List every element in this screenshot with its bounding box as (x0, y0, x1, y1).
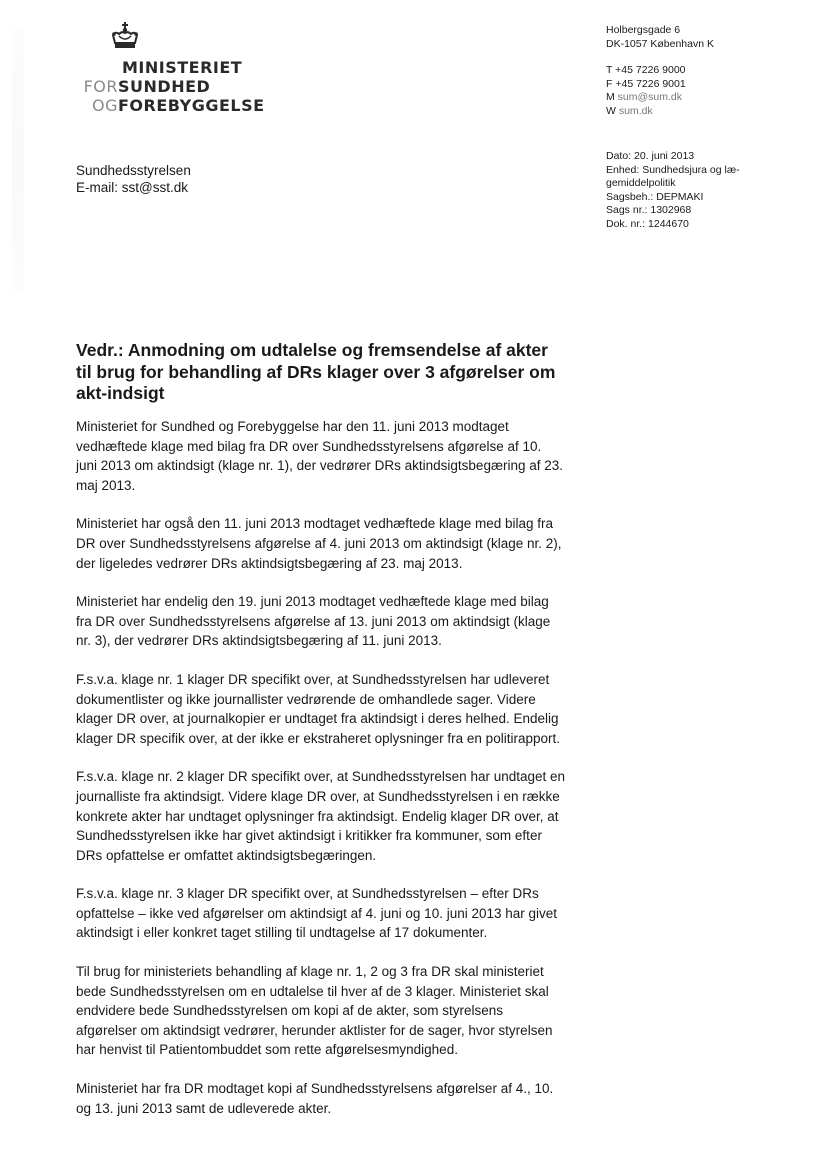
paragraph: Ministeriet har fra DR modtaget kopi af Sundhedsstyrelsens afgørelser af 4., 10. og 13. juni 2013 samt de udleverede akter. (76, 1081, 554, 1116)
letter-subject: Vedr.: Anmodning om udtalelse og fremsendelse af akter til brug for behandling af DRs klager over 3 afgørelser om akt-indsigt (76, 340, 556, 403)
paragraph: Ministeriet har også den 11. juni 2013 modtaget vedhæftede klage med bilag fra DR over Sundhedsstyrelsens afgørelse af 4. juni 2013 om aktindsigt (klage nr. 2), der ligeledes vedrører DRs aktindsigtsbegæring af 23. maj 2013. (76, 516, 562, 571)
meta-doc-number: Dok. nr.: 1244670 (606, 217, 689, 230)
sender-address (606, 24, 714, 118)
paragraph: F.s.v.a. klage nr. 3 klager DR specifikt over, at Sundhedsstyrelsen – efter DRs opfattelse – ikke ved afgørelser om aktindsigt af 4. juni og 10. juni 2013 har givet aktindsigt i eller konkret taget stilling til undtagelse af 17 dokumenter. (76, 886, 558, 941)
recipient-block (76, 162, 191, 196)
address-phone: T +45 7226 9000 (606, 64, 686, 76)
paragraph: Til brug for ministeriets behandling af klage nr. 1, 2 og 3 fra DR skal ministeriet bede Sundhedsstyrelsen om en udtalelse til hver af de 3 klager. Ministeriet skal endvidere bede Sundhedsstyrelsen om kopi af de akter, som styrelsens afgørelser om aktindsigt vedrører, herunder aktlister for de sager, hvor styrelsen har henvist til Patientombuddet som rette afgørelsesmyndighed. (76, 964, 553, 1058)
logo-line-sundhed: SUNDHED (118, 77, 211, 96)
web-link[interactable]: sum.dk (618, 104, 653, 117)
address-city: DK-1057 København K (606, 37, 714, 50)
recipient-email: E-mail: sst@sst.dk (76, 180, 188, 195)
meta-case-officer: Sagsbeh.: DEPMAKI (606, 190, 704, 203)
meta-case-number: Sags nr.: 1302968 (606, 204, 692, 216)
address-mail: M sum@sum.dk (606, 91, 683, 103)
paragraph: F.s.v.a. klage nr. 2 klager DR specifikt over, at Sundhedsstyrelsen har undtaget en journalliste fra aktindsigt. Videre klage DR over, at Sundhedsstyrelsen i en række konkrete akter har undtaget oplysninger fra aktindsigt. Endelig klager DR over, at Sundhedsstyrelsen ikke har givet aktindsigt i kritikker fra kommuner, som efter DRs opfattelse er omfattet aktindsigtsbegæringen. (76, 769, 566, 863)
paragraph: Ministeriet for Sundhed og Forebyggelse har den 11. juni 2013 modtaget vedhæftede klage med bilag fra DR over Sundhedsstyrelsens afgørelse af 10. juni 2013 om aktindsigt (klage nr. 1), der vedrører DRs aktindsigtsbegæring af 23. maj 2013. (76, 419, 563, 493)
address-street: Holbergsgade 6 (606, 24, 681, 36)
paragraph: F.s.v.a. klage nr. 1 klager DR specifikt over, at Sundhedsstyrelsen har udleveret dokumentlister og ikke journallister vedrørende de omhandlede sager. Videre klager DR over, at journalkopier er undtaget fra aktindsigt i deres helhed. Endelig klager DR specifik over, at der ikke er ekstraheret oplysninger fra en politirapport. (76, 671, 560, 746)
logo-prefix-for: FOR (83, 77, 118, 96)
crown-icon (110, 22, 140, 50)
meta-date: Dato: 20. juni 2013 (606, 150, 695, 162)
meta-unit: Enhed: Sundhedsjura og læ-gemiddelpolitik (606, 163, 740, 189)
scan-artifact (12, 30, 24, 290)
recipient-name: Sundhedsstyrelsen (76, 163, 191, 178)
paragraph: Ministeriet har endelig den 19. juni 2013 modtaget vedhæftede klage med bilag fra DR over Sundhedsstyrelsens afgørelse af 13. juni 2013 om aktindsigt (klage nr. 3), der vedrører DRs aktindsigtsbegæring af 11. juni 2013. (76, 594, 551, 649)
logo-prefix-og: OG (92, 96, 118, 115)
document-meta (606, 150, 766, 231)
logo-line-ministeriet: MINISTERIET (122, 58, 243, 77)
mail-link[interactable]: sum@sum.dk (617, 91, 683, 103)
address-fax: F +45 7226 9001 (606, 77, 686, 90)
letter-body (76, 417, 566, 1137)
logo-line-forebyggelse: FOREBYGGELSE (118, 96, 265, 115)
address-web: W sum.dk (606, 104, 653, 117)
